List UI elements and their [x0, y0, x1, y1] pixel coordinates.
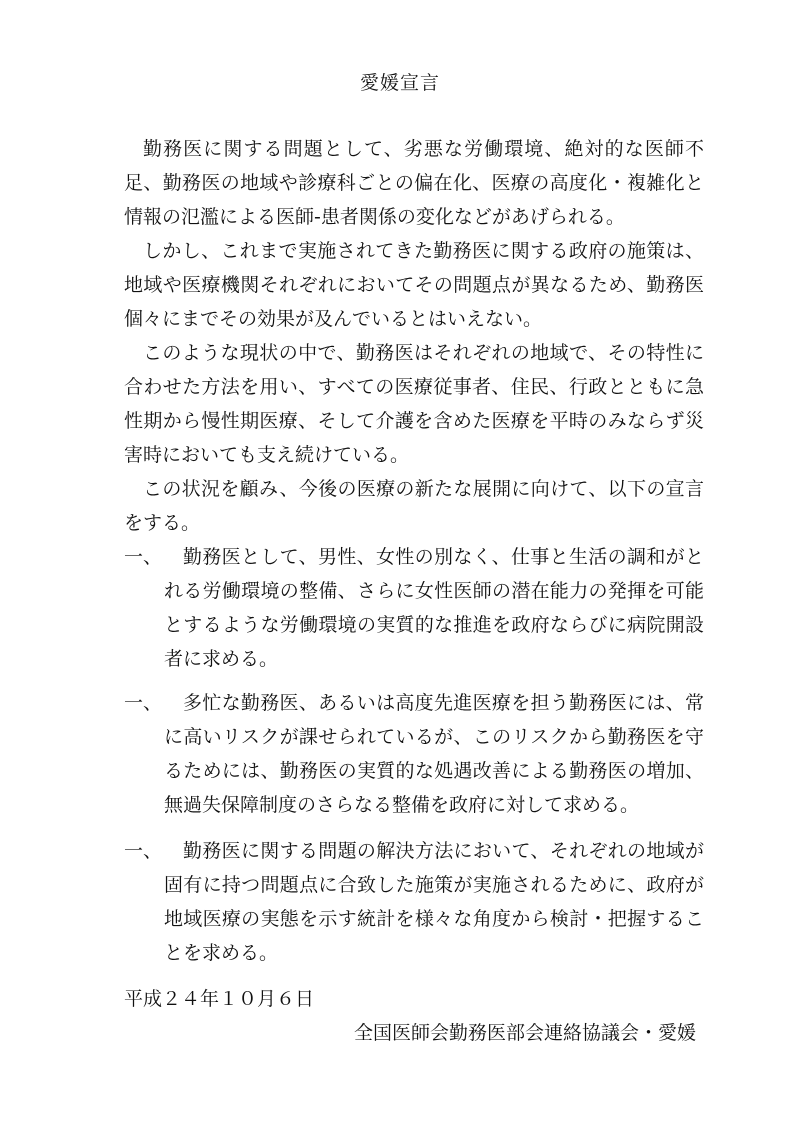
declaration-marker: 一、 [124, 692, 163, 714]
declaration-text: 多忙な勤務医、あるいは高度先進医療を担う勤務医には、常に高いリスクが課せられているが、このリスクから勤務医を守るためには、勤務医の実質的な処遇改善による勤務医の増加、無過失保障制度のさらなる整備を政府に対して求める。 [164, 692, 704, 816]
declaration-item-3 [124, 834, 704, 970]
signatory: 全国医師会勤務医部会連絡協議会・愛媛 [353, 1022, 696, 1044]
declaration-marker: 一、 [124, 546, 163, 568]
declaration-item-1 [124, 540, 704, 676]
declaration-text: 勤務医に関する問題の解決方法において、それぞれの地域が固有に持つ問題点に合致した施策が実施されるために、政府が地域医療の実態を示す統計を様々な角度から検討・把握することを求める。 [164, 840, 704, 964]
declaration-text: 勤務医として、男性、女性の別なく、仕事と生活の調和がとれる労働環境の整備、さらに女性医師の潜在能力の発揮を可能とするような労働環境の実質的な推進を政府ならびに病院開設者に求める。 [164, 546, 704, 670]
document-title: 愛媛宣言 [359, 72, 440, 94]
declaration-date: 平成２４年１０月６日 [124, 988, 315, 1010]
intro-paragraph-3: このような現状の中で、勤務医はそれぞれの地域で、その特性に合わせた方法を用い、すべての医療従事者、住民、行政とともに急性期から慢性期医療、そして介護を含めた医療を平時のみならず災害時においても支え続けている。 [124, 342, 704, 466]
declaration-marker: 一、 [124, 840, 163, 862]
intro-paragraph-1: 勤務医に関する問題として、劣悪な労働環境、絶対的な医師不足、勤務医の地域や診療科ごとの偏在化、医療の高度化・複雑化と情報の氾濫による医師‐患者関係の変化などがあげられる。 [124, 138, 704, 228]
declaration-item-2 [124, 686, 704, 822]
intro-paragraph-4: この状況を顧み、今後の医療の新たな展開に向けて、以下の宣言をする。 [124, 478, 704, 534]
intro-paragraph-2: しかし、これまで実施されてきた勤務医に関する政府の施策は、地域や医療機関それぞれにおいてその問題点が異なるため、勤務医個々にまでその効果が及んでいるとはいえない。 [124, 240, 704, 330]
